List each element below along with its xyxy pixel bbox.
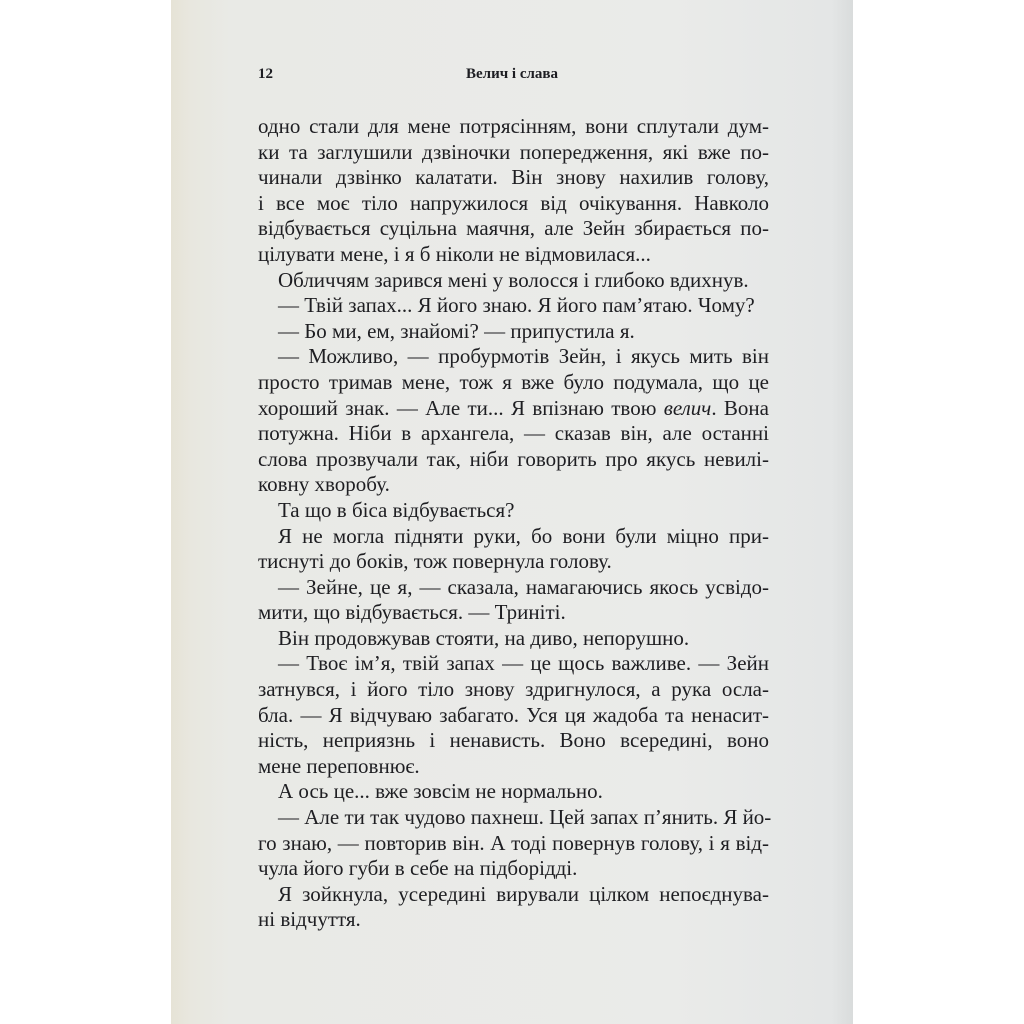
text-line: потужна. Ніби в архангела, — сказав він, але останні: [258, 421, 769, 446]
page-number: 12: [258, 66, 273, 82]
emphasized-word: велич: [663, 395, 712, 420]
text-line: — Можливо, — пробурмотів Зейн, і якусь мить він: [278, 344, 769, 369]
text-line: — Твоє ім’я, твій запах — це щось важливе. — Зейн: [278, 651, 769, 676]
text-line: чула його губи в себе на підборідді.: [258, 856, 578, 881]
text-line: ки та заглушили дзвіночки попередження, які вже по-: [258, 139, 769, 164]
text-line: Він продовжував стояти, на диво, непорушно.: [278, 625, 690, 650]
text-line: Я не могла підняти руки, бо вони були міцно при-: [278, 523, 769, 548]
text-line: цілувати мене, і я б ніколи не відмовилася...: [258, 241, 651, 266]
text-line: затнувся, і його тіло знову здригнулося, а рука осла-: [258, 677, 769, 702]
text-line: мити, що відбувається. — Триніті.: [258, 600, 566, 625]
text-line: Я зойкнула, усередині вирували цілком непоєднува-: [278, 881, 769, 906]
text-line: — Бо ми, ем, знайомі? — припустила я.: [278, 318, 635, 343]
text-line: і все моє тіло напружилося від очікування. Навколо: [258, 190, 769, 215]
text-line: Обличчям зарився мені у волосся і глибоко вдихнув.: [278, 267, 749, 292]
text-line: А ось це... вже зовсім не нормально.: [278, 779, 603, 804]
text-segment: . Вона: [711, 395, 769, 420]
text-line: тиснуті до боків, тож повернула голову.: [258, 549, 612, 574]
text-line: ні відчуття.: [258, 907, 361, 932]
text-line: відбувається суцільна маячня, але Зейн збирається по-: [258, 216, 769, 241]
text-line: одно стали для мене потрясінням, вони сплутали дум-: [258, 114, 769, 138]
text-line: слова прозвучали так, ніби говорить про якусь невилі-: [258, 446, 769, 471]
page-header: [258, 66, 766, 86]
text-line: мене переповнює.: [258, 753, 420, 778]
book-page: [171, 0, 853, 1024]
running-title: Велич і слава: [465, 66, 559, 82]
text-line: ковну хворобу.: [258, 472, 390, 497]
text-line: — Твій запах... Я його знаю. Я його пам’ятаю. Чому?: [278, 293, 755, 318]
text-line: чинали дзвінко калатати. Він знову нахилив голову,: [258, 165, 769, 190]
text-line: — Але ти так чудово пахнеш. Цей запах п’янить. Я йо-: [278, 805, 772, 830]
text-line: бла. — Я відчуваю забагато. Уся ця жадоба та ненасит-: [258, 702, 769, 727]
text-line: — Зейне, це я, — сказала, намагаючись якось усвідо-: [278, 574, 769, 599]
text-line: [258, 396, 769, 422]
text-line: Та що в біса відбувається?: [278, 497, 515, 522]
body-text: [258, 114, 772, 933]
text-line: го знаю, — повторив він. А тоді повернув голову, і я від-: [258, 830, 769, 855]
text-segment: хороший знак. — Але ти... Я впізнаю твою: [258, 395, 664, 420]
text-line: ність, неприязнь і ненависть. Воно всередині, воно: [258, 728, 769, 753]
text-line: просто тримав мене, тож я вже було подумала, що це: [258, 369, 769, 394]
